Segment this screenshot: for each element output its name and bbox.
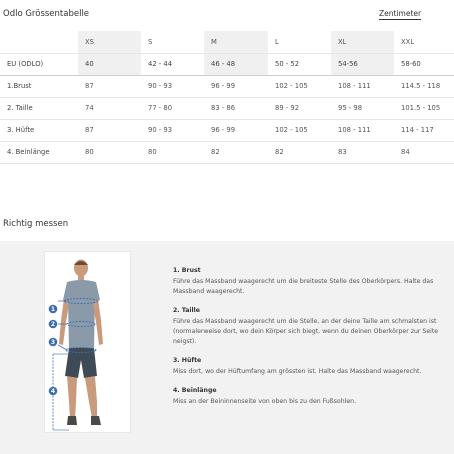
right-leg-shape (85, 376, 97, 418)
header (0, 0, 454, 30)
table-cell: 83 - 86 (204, 97, 268, 119)
table-cell: 42 - 44 (141, 53, 204, 75)
size-column-header: XL (331, 31, 394, 53)
table-cell: 80 (141, 141, 204, 163)
measurement-figure (44, 251, 131, 433)
shirt-shape (63, 280, 100, 348)
row-label: EU (ODLO) (0, 53, 78, 75)
shorts-shape (65, 348, 97, 378)
instruction-text: Führe das Massband waagerecht um die Stelle, an der deine Taille am schmalsten ist (normalerweise dort, wo dein Körper sich biegt, wenn du deinen Oberkörper zur Seite neigst). (173, 318, 439, 345)
table-cell: 74 (78, 97, 141, 119)
table-row (0, 75, 454, 97)
table-cell: 82 (204, 141, 268, 163)
marker-3-icon (49, 338, 58, 347)
row-label: 4. Beinlänge (0, 141, 78, 163)
page-title: Odlo Grössentabelle (3, 9, 90, 19)
table-cell: 87 (78, 119, 141, 141)
measure-panel (0, 241, 454, 454)
measure-section-title: Richtig messen (3, 219, 69, 229)
table-cell: 89 - 92 (268, 97, 331, 119)
table-cell: 101.5 - 105 (394, 97, 454, 119)
table-cell: 87 (78, 75, 141, 97)
table-cell: 96 - 99 (204, 119, 268, 141)
instruction-text: Miss dort, wo der Hüftumfang am grössten ist. Halte das Massband waagerecht. (173, 368, 422, 375)
size-column-header: M (204, 31, 268, 53)
svg-text:1: 1 (50, 306, 56, 314)
measure-instructions (173, 267, 443, 417)
table-row (0, 141, 454, 163)
instruction-item (173, 387, 443, 407)
unit-toggle-link[interactable]: Zentimeter (379, 9, 422, 18)
instruction-heading: 2. Taille (173, 307, 200, 314)
instruction-text: Führe das Massband waagerecht um die breiteste Stelle des Oberkörpers. Halte das Massband waagerecht. (173, 278, 434, 295)
table-cell: 50 - 52 (268, 53, 331, 75)
instruction-item (173, 357, 443, 377)
table-cell: 83 (331, 141, 394, 163)
svg-text:3: 3 (50, 339, 56, 347)
right-shoe-shape (91, 416, 101, 425)
size-column-header: XXL (394, 31, 454, 53)
svg-text:2: 2 (50, 321, 56, 329)
instruction-heading: 3. Hüfte (173, 357, 202, 364)
table-cell: 58-60 (394, 53, 454, 75)
table-cell: 90 - 93 (141, 75, 204, 97)
row-label: 2. Taille (0, 97, 78, 119)
table-cell: 84 (394, 141, 454, 163)
table-row (0, 119, 454, 141)
table-cell: 102 - 105 (268, 75, 331, 97)
table-cell: 90 - 93 (141, 119, 204, 141)
marker-2-icon (49, 320, 58, 329)
instruction-heading: 1. Brust (173, 267, 201, 274)
table-cell: 46 - 48 (204, 53, 268, 75)
table-cell: 114 - 117 (394, 119, 454, 141)
table-cell: 80 (78, 141, 141, 163)
size-header-row (0, 31, 454, 53)
hair-shape (74, 261, 88, 265)
left-leg-shape (67, 376, 77, 418)
marker-4-icon (49, 387, 58, 396)
size-column-header: L (268, 31, 331, 53)
table-cell: 108 - 111 (331, 75, 394, 97)
table-cell: 77 - 80 (141, 97, 204, 119)
table-cell: 54-56 (331, 53, 394, 75)
row-label: 3. Hüfte (0, 119, 78, 141)
table-corner-cell (0, 31, 78, 53)
size-column-header: S (141, 31, 204, 53)
table-cell: 114.5 - 118 (394, 75, 454, 97)
table-cell: 102 - 105 (268, 119, 331, 141)
instruction-item (173, 307, 443, 347)
table-cell: 96 - 99 (204, 75, 268, 97)
table-row (0, 97, 454, 119)
instruction-heading: 4. Beinlänge (173, 387, 217, 394)
table-cell: 95 - 98 (331, 97, 394, 119)
table-cell: 40 (78, 53, 141, 75)
left-shoe-shape (67, 416, 77, 425)
row-label: 1.Brust (0, 75, 78, 97)
hip-leader-line (58, 345, 67, 350)
instruction-item (173, 267, 443, 297)
person-measurement-illustration (45, 252, 132, 434)
size-table (0, 31, 454, 164)
svg-text:4: 4 (50, 388, 56, 396)
size-column-header: XS (78, 31, 141, 53)
marker-1-icon (49, 305, 58, 314)
table-row (0, 53, 454, 75)
table-cell: 82 (268, 141, 331, 163)
table-cell: 108 - 111 (331, 119, 394, 141)
instruction-text: Miss an der Beininnenseite von oben bis zu den Fußsohlen. (173, 398, 357, 405)
left-arm-shape (59, 299, 69, 345)
